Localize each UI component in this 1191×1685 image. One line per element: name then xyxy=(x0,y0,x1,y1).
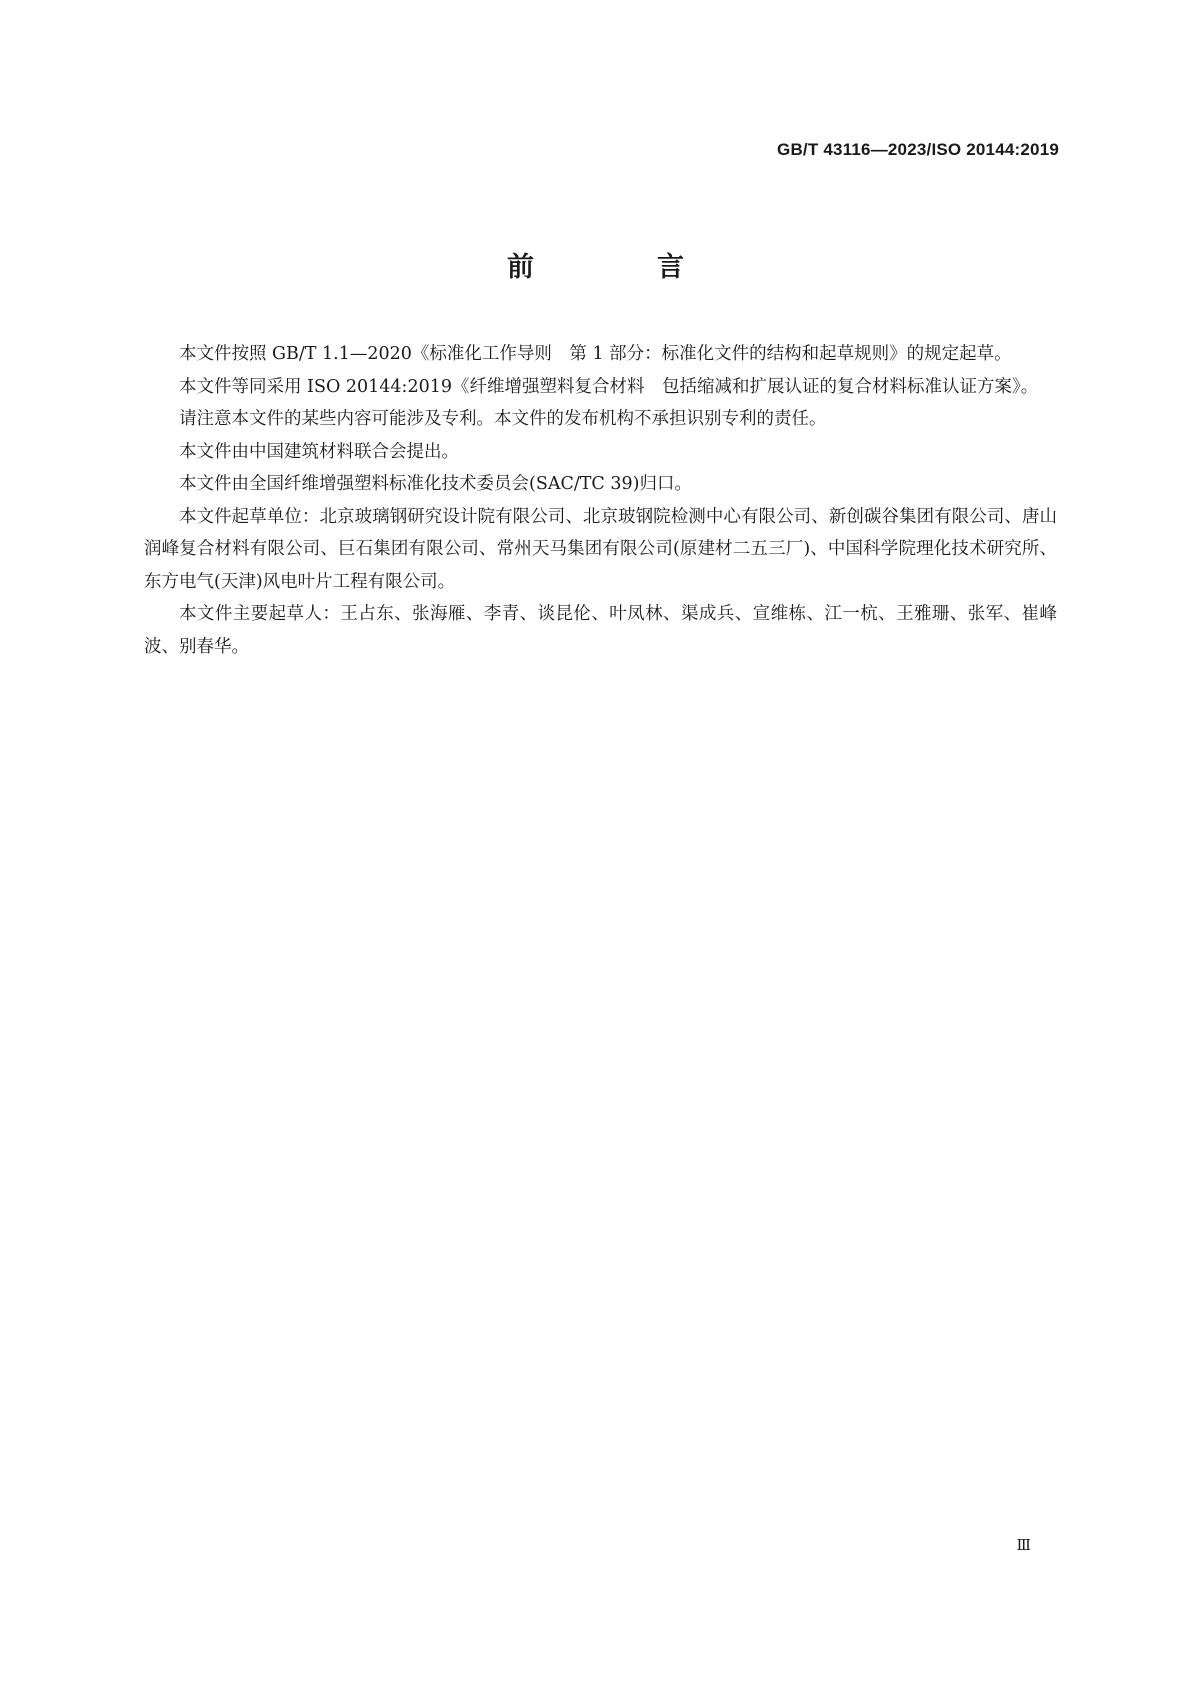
paragraph-drafting-units: 本文件起草单位：北京玻璃钢研究设计院有限公司、北京玻钢院检测中心有限公司、新创碳谷集团有限公司、唐山润峰复合材料有限公司、巨石集团有限公司、常州天马集团有限公司(原建材二五三厂)、中国科学院理化技术研究所、东方电气(天津)风电叶片工程有限公司。 xyxy=(144,506,1057,592)
paragraph-patent-notice: 请注意本文件的某些内容可能涉及专利。本文件的发布机构不承担识别专利的责任。 xyxy=(179,409,827,429)
paragraph-proposer: 本文件由中国建筑材料联合会提出。 xyxy=(179,441,459,462)
paragraph-iso-adoption: 本文件等同采用 ISO 20144:2019《纤维增强塑料复合材料 包括缩减和扩展认证的复合材料标准认证方案》。 xyxy=(179,376,1039,397)
paragraph-technical-committee: 本文件由全国纤维增强塑料标准化技术委员会(SAC/TC 39)归口。 xyxy=(179,474,692,494)
document-code: GB/T 43116—2023/ISO 20144:2019 xyxy=(777,140,1059,159)
page-title: 前 言 xyxy=(507,252,732,283)
foreword-body xyxy=(144,338,1057,663)
paragraph-drafting-rules: 本文件按照 GB/T 1.1—2020《标准化工作导则 第 1 部分：标准化文件的结构和起草规则》的规定起草。 xyxy=(179,344,1012,364)
paragraph-drafters: 本文件主要起草人：王占东、张海雁、李青、谈昆伦、叶凤林、渠成兵、宣维栋、江一杭、王雅珊、张军、崔峰波、别春华。 xyxy=(144,604,1057,657)
page-number: Ⅲ xyxy=(1016,1536,1031,1554)
